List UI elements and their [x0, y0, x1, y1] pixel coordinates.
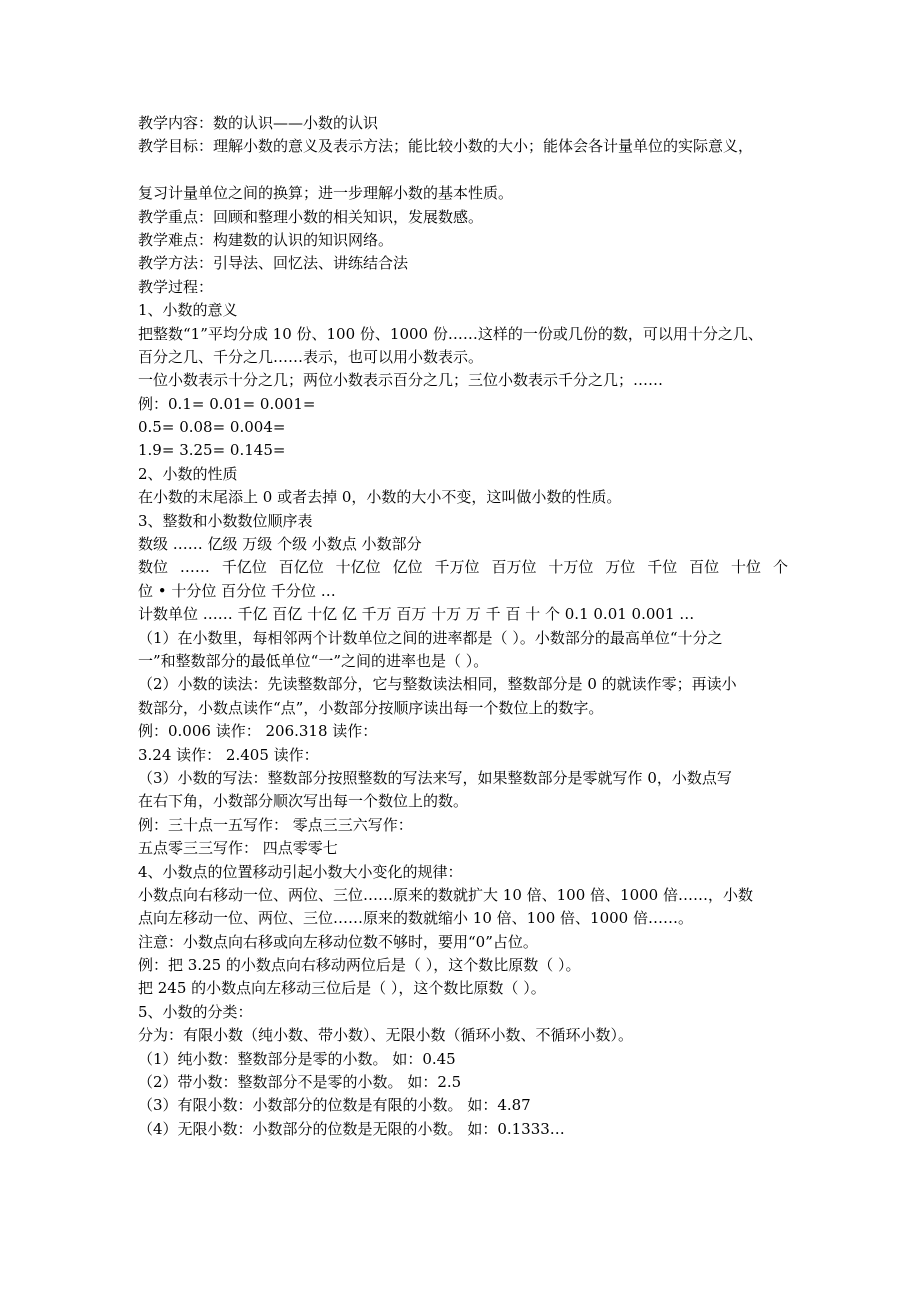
classification-item: （3）有限小数：小数部分的位数是有限的小数。 如：4.87: [138, 1096, 531, 1115]
section-1-title: 1、小数的意义: [138, 301, 238, 320]
counting-units-row: 计数单位 …… 千亿 百亿 十亿 亿 千万 百万 十万 万 千 百 十 个 0.1 0.01 0.001 …: [138, 605, 695, 624]
section-4-paragraph-line-1: 小数点向右移动一位、两位、三位……原来的数就扩大 10 倍、100 倍、1000 倍……，小数: [138, 885, 753, 904]
section-1-paragraph-line-1: 把整数“1”平均分成 10 份、100 份、1000 份……这样的一份或几份的数，可以用十分之几、: [138, 324, 763, 343]
place-value-places-row: [138, 556, 788, 579]
teaching-difficulty: 教学难点：构建数的认识的知识网络。: [138, 230, 394, 249]
place-cell: 百亿位: [278, 558, 324, 577]
place-cell: 十亿位: [335, 558, 381, 577]
section-5-title: 5、小数的分类：: [138, 1002, 253, 1021]
place-value-levels: 数级 …… 亿级 万级 个级 小数点 小数部分: [138, 535, 422, 554]
section-5-paragraph: 分为：有限小数（纯小数、带小数）、无限小数（循环小数、不循环小数）。: [138, 1026, 634, 1045]
section-2-paragraph: 在小数的末尾添上 0 或者去掉 0，小数的大小不变，这叫做小数的性质。: [138, 488, 622, 507]
question-2-line-1: （2）小数的读法：先读整数部分，它与整数读法相同，整数部分是 0 的就读作零；再读小: [138, 675, 737, 694]
place-cell: 亿位: [392, 558, 423, 577]
reading-example-2: 3.24 读作： 2.405 读作：: [138, 745, 319, 764]
place-cell: 千亿位: [221, 558, 267, 577]
classification-item: （2）带小数：整数部分不是零的小数。 如：2.5: [138, 1073, 462, 1092]
teaching-method: 教学方法：引导法、回忆法、讲练结合法: [138, 254, 409, 273]
section-1-example-2: 0.5= 0.08= 0.004=: [138, 418, 286, 437]
question-3-line-2: 在右下角，小数部分顺次写出每一个数位上的数。: [138, 792, 469, 811]
place-cell: 百位: [689, 558, 720, 577]
place-cell: 千位: [647, 558, 678, 577]
teaching-goal-line-2: 复习计量单位之间的换算；进一步理解小数的基本性质。: [138, 184, 514, 203]
section-1-example-3: 1.9= 3.25= 0.145=: [138, 441, 286, 460]
document-body: [138, 112, 788, 1141]
classification-item: （1）纯小数：整数部分是零的小数。 如：0.45: [138, 1049, 456, 1068]
question-1-line-1: （1）在小数里，每相邻两个计数单位之间的进率都是（ ）。小数部分的最高单位“十分之: [138, 628, 723, 647]
section-3-title: 3、整数和小数数位顺序表: [138, 511, 313, 530]
place-cell: 千万位: [434, 558, 480, 577]
place-cell: 十万位: [548, 558, 594, 577]
teaching-content: 教学内容：数的认识——小数的认识: [138, 114, 379, 132]
place-cell: ……: [179, 558, 210, 577]
question-3-line-1: （3）小数的写法：整数部分按照整数的写法来写，如果整数部分是零就写作 0，小数点写: [138, 768, 732, 787]
place-cell: 万位: [605, 558, 636, 577]
section-4-example-1: 例：把 3.25 的小数点向右移动两位后是（ ），这个数比原数（ ）。: [138, 956, 581, 975]
section-2-title: 2、小数的性质: [138, 464, 238, 483]
classification-item: （4）无限小数：小数部分的位数是无限的小数。 如：0.1333…: [138, 1119, 565, 1138]
place-cell: 数位: [138, 558, 169, 577]
section-1-example-1: 例：0.1= 0.01= 0.001=: [138, 394, 316, 413]
question-1-line-2: 一”和整数部分的最低单位“一”之间的进率也是（ ）。: [138, 651, 489, 670]
section-4-title: 4、小数点的位置移动引起小数大小变化的规律：: [138, 862, 463, 881]
reading-example-1: 例：0.006 读作： 206.318 读作：: [138, 722, 378, 741]
teaching-goal-line-1: 教学目标：理解小数的意义及表示方法；能比较小数的大小；能体会各计量单位的实际意义，: [138, 137, 754, 156]
teaching-process-heading: 教学过程：: [138, 277, 214, 296]
writing-example-1: 例：三十点一五写作： 零点三三六写作：: [138, 815, 413, 834]
teaching-focus: 教学重点：回顾和整理小数的相关知识，发展数感。: [138, 207, 484, 226]
section-4-note: 注意：小数点向右移或向左移动位数不够时，要用“0”占位。: [138, 932, 538, 951]
place-cell: 十位: [731, 558, 762, 577]
place-cell: 百万位: [491, 558, 537, 577]
section-4-paragraph-line-2: 点向左移动一位、两位、三位……原来的数就缩小 10 倍、100 倍、1000 倍……。: [138, 909, 693, 928]
section-4-example-2: 把 245 的小数点向左移动三位后是（ ），这个数比原数（ ）。: [138, 979, 546, 998]
question-2-line-2: 数部分，小数点读作“点”，小数部分按顺序读出每一个数位上的数字。: [138, 698, 604, 717]
section-1-paragraph-line-2: 百分之几、千分之几……表示，也可以用小数表示。: [138, 347, 484, 366]
place-cell: 个: [772, 558, 788, 577]
writing-example-2: 五点零三三写作： 四点零零七: [138, 839, 338, 858]
place-value-places-row-continued: 位 • 十分位 百分位 千分位 …: [138, 581, 336, 600]
section-1-paragraph-2: 一位小数表示十分之几；两位小数表示百分之几；三位小数表示千分之几；……: [138, 371, 664, 390]
blank-line: [138, 159, 788, 182]
